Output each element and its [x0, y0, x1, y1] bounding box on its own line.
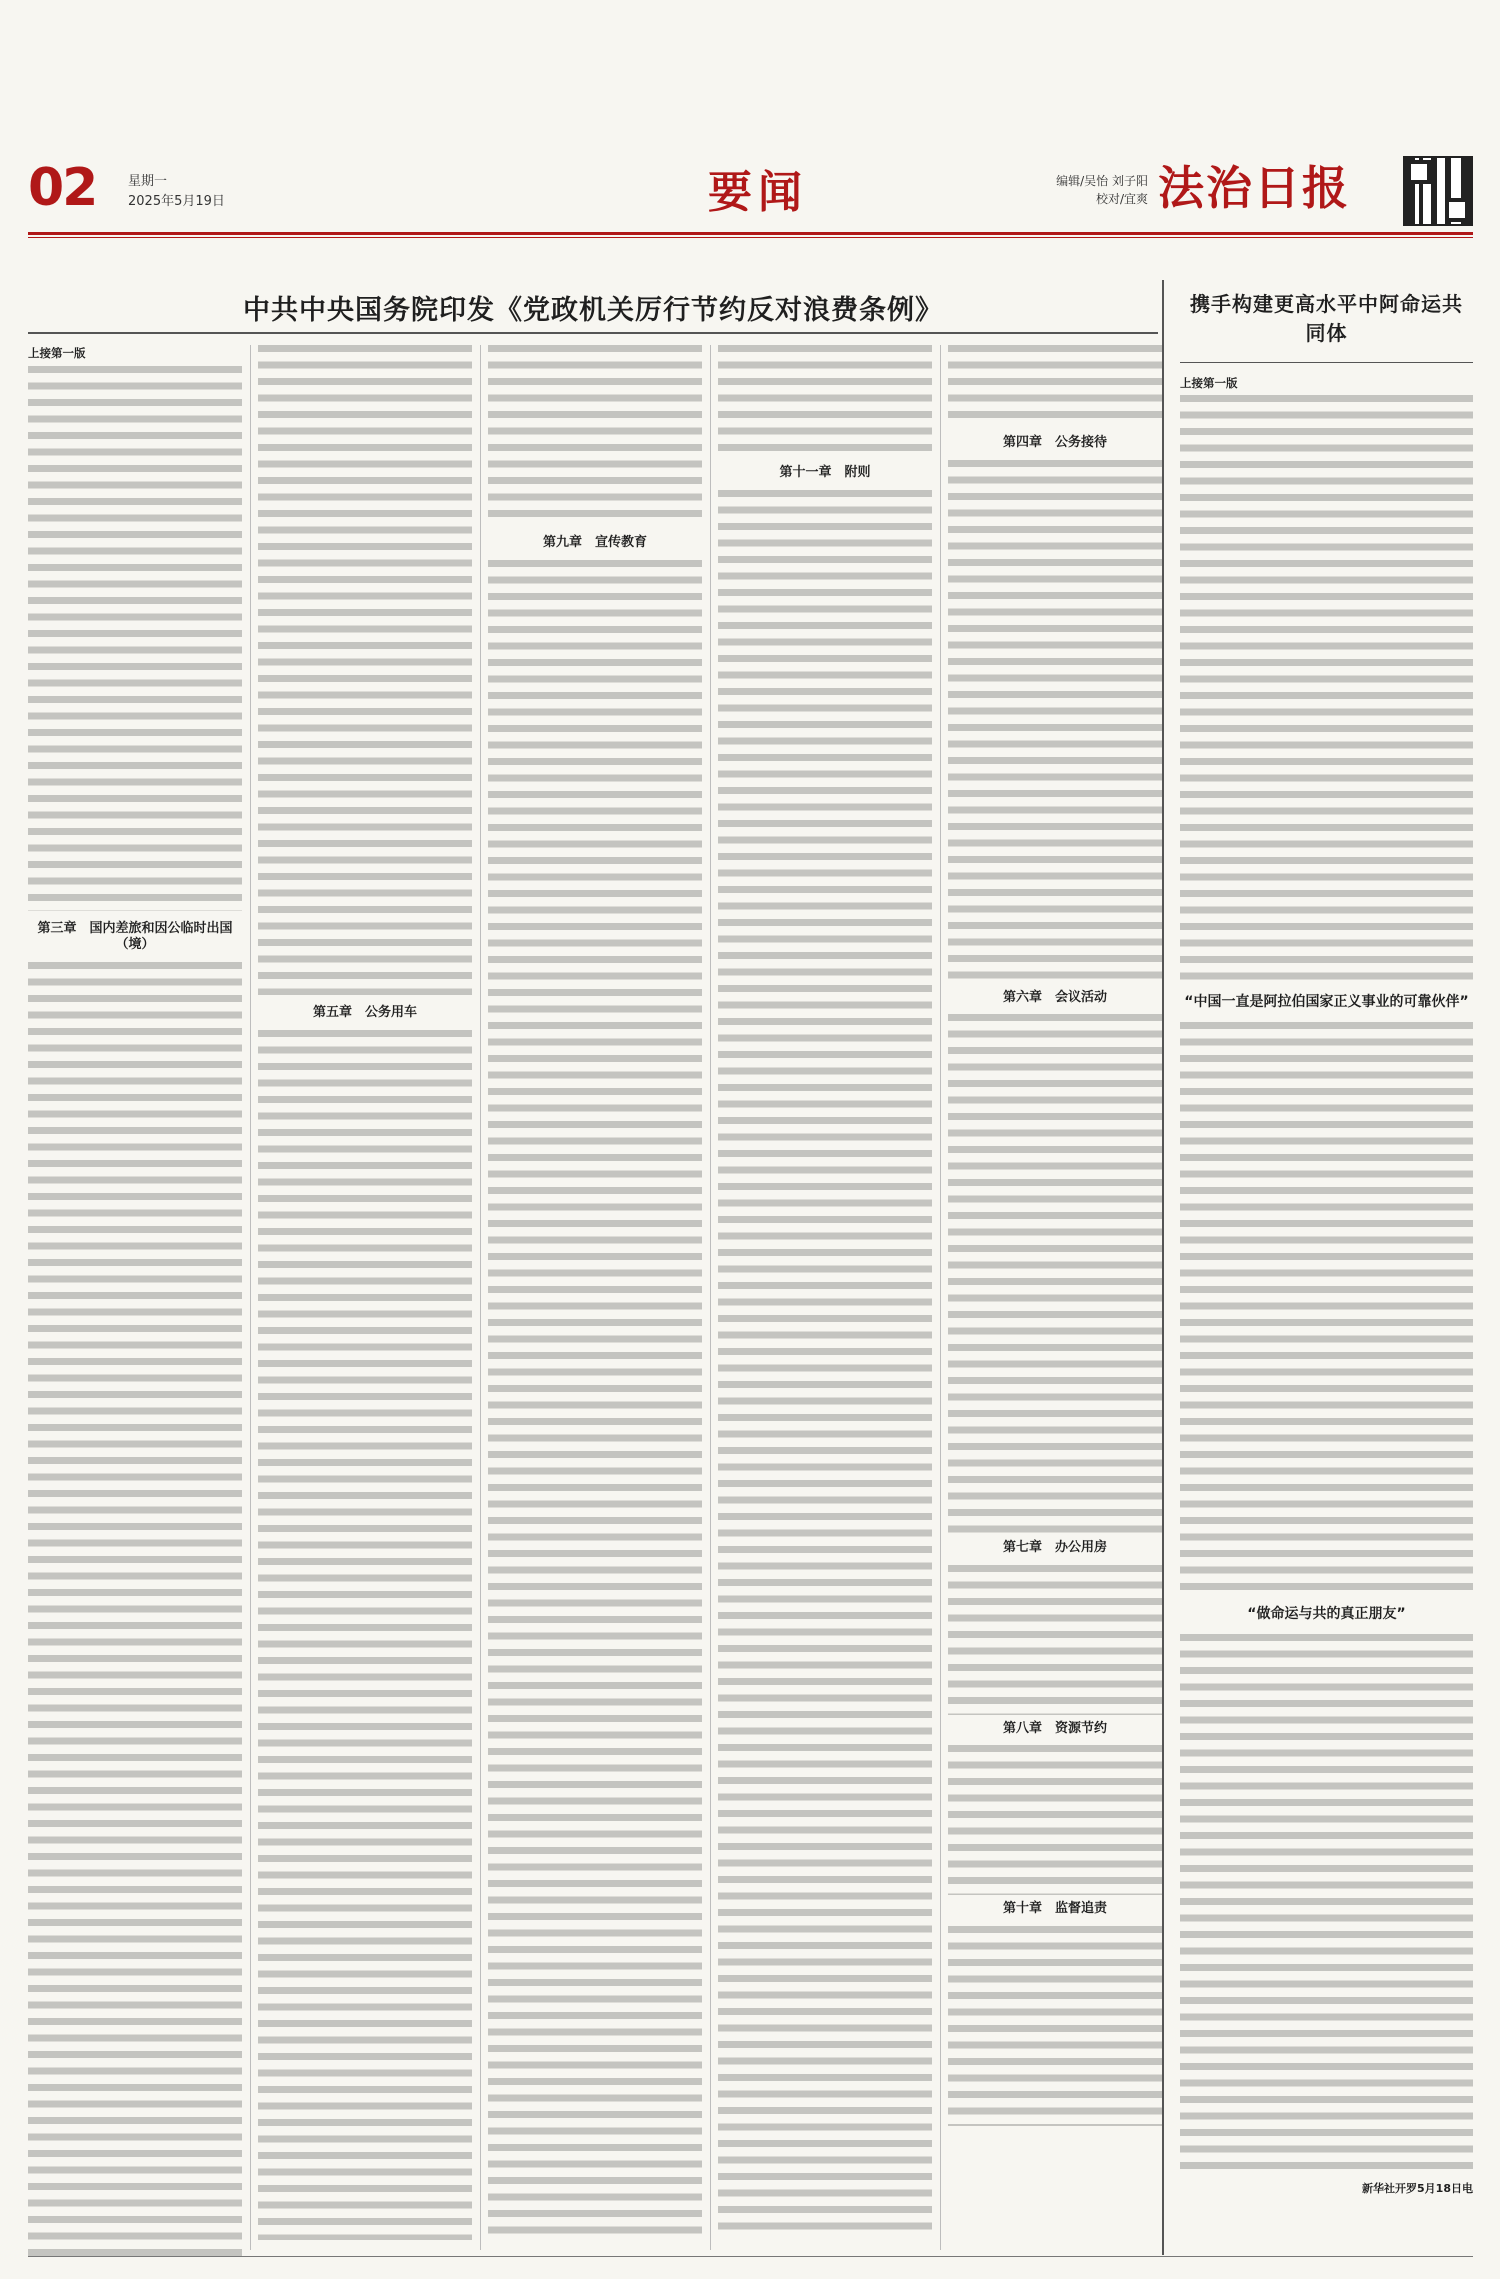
article-text-placeholder — [718, 345, 932, 455]
weekday: 星期一 — [128, 174, 168, 189]
continued-note: 上接第一版 — [1180, 376, 1238, 390]
issue-date: 2025年5月19日 — [128, 194, 225, 209]
sidebar-article — [1180, 288, 1473, 2196]
article-text-placeholder — [948, 1926, 1162, 2126]
article-text-placeholder — [1180, 395, 1473, 980]
article-text-placeholder — [948, 1745, 1162, 1895]
footer-rule — [28, 2256, 1473, 2257]
article-text-placeholder — [948, 345, 1162, 425]
qr-code-icon — [1403, 156, 1473, 226]
chapter-heading: 第六章 会议活动 — [1002, 989, 1107, 1005]
page-number: 02 — [28, 158, 97, 218]
sidebar-subhead: “中国一直是阿拉伯国家正义事业的可靠伙伴” — [1184, 994, 1469, 1010]
chapter-heading: 第十一章 附则 — [779, 465, 871, 480]
article-text-placeholder — [488, 345, 702, 525]
article-text-placeholder — [28, 366, 242, 911]
continued-note: 上接第一版 — [28, 346, 86, 360]
sidebar-divider — [1162, 280, 1164, 2255]
article-text-placeholder — [488, 560, 702, 2240]
article-text-placeholder — [948, 1014, 1162, 1534]
article-text-placeholder — [258, 1030, 472, 2240]
article-column-3 — [488, 345, 702, 2250]
article-text-placeholder — [258, 345, 472, 995]
article-column-5 — [948, 345, 1162, 2250]
proofreader-line: 校对/宜爽 — [1095, 192, 1148, 206]
chapter-heading: 第七章 办公用房 — [1002, 1540, 1107, 1555]
column-divider — [250, 345, 251, 2250]
chapter-heading: 第九章 宣传教育 — [542, 535, 647, 550]
column-divider — [480, 345, 481, 2250]
article-text-placeholder — [948, 460, 1162, 980]
chapter-heading: 第十章 监督追责 — [1002, 1901, 1107, 1916]
sidebar-headline: 携手构建更高水平中阿命运共同体 — [1190, 292, 1463, 345]
chapter-heading: 第五章 公务用车 — [312, 1005, 417, 1020]
chapter-heading: 第四章 公务接待 — [1002, 435, 1107, 450]
chapter-heading: 第八章 资源节约 — [1002, 1720, 1107, 1736]
sidebar-subhead: “做命运与共的真正朋友” — [1247, 1606, 1406, 1622]
chapter-heading: 第三章 国内差旅和因公临时出国（境） — [37, 920, 233, 952]
dateline: 新华社开罗5月18日电 — [1362, 2182, 1473, 2195]
article-text-placeholder — [718, 490, 932, 2235]
article-column-4 — [718, 345, 932, 2250]
main-headline: 中共中央国务院印发《党政机关厉行节约反对浪费条例》 — [243, 295, 943, 326]
article-text-placeholder — [1180, 1634, 1473, 2174]
column-divider — [710, 345, 711, 2250]
editor-credits — [1008, 172, 1148, 208]
column-divider — [940, 345, 941, 2250]
masthead-logo: 法治日报 — [1158, 161, 1350, 215]
article-text-placeholder — [1180, 1022, 1473, 1592]
editors-line: 编辑/吴怡 刘子阳 — [1056, 174, 1148, 188]
page-header — [28, 150, 1473, 226]
header-rule — [28, 232, 1473, 235]
header-rule-thin — [28, 237, 1473, 238]
headline-rule — [28, 332, 1158, 334]
article-text-placeholder — [28, 962, 242, 2262]
article-text-placeholder — [948, 1565, 1162, 1715]
article-column-1 — [28, 345, 242, 2250]
article-column-2 — [258, 345, 472, 2250]
sidebar-headline-rule — [1180, 362, 1473, 363]
section-title: 要闻 — [708, 167, 808, 218]
